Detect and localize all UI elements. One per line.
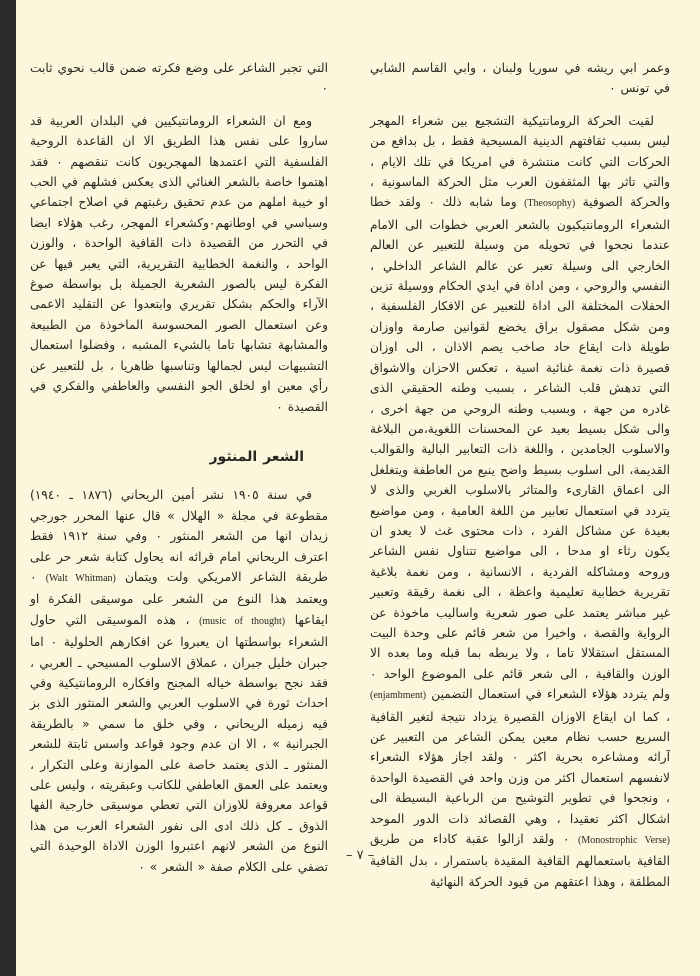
latin-term-monostrophic: (Monostrophic Verse) [578,835,670,847]
paragraph-continuation: التي تجبر الشاعر على وضع فكرته ضمن قالب نحوي ثابت ٠ [30,61,328,96]
paragraph-intro: وعمر ابي ريشه في سوريا ولبنان ، وابي القاسم الشابي في تونس ٠ [370,61,670,96]
paragraph-text: ٠ ولقد ازالوا عقبة كاداء من طريق القافية باستعمالهم القافية المقيدة باستمرار ، بدل القافية المطلقة ، وهذا اعتقهم من قيود الحركة النهائية [370,832,670,889]
document-page [16,0,700,976]
paragraph-text: وما شابه ذلك ٠ ولقد خطا الشعراء الرومانتيكيون بالشعر العربي خطوات الى الامام عندما نجحوا في تحويله من وسيلة للتعبير عن العالم الخارجي الى وسيلة تعبر عن عالم الشاعر الداخلي ، النفسي والروحي ، ومن اداة في ايدي الحكام ووسيلة تزين الحفلات المختلفة الى اداة للتعبير عن الافكار الفلسفية ، ومن شكل مصقول براق يخضع لقوانين صارمة واوزان طويلة ذات ايقاع حاد صاخب يصم الاذان ، الى اوزان قصيرة ذات نغمة غنائية اسية ، تعكس الاحزان والاشواق التي تدهش قلب الشاعر ، بسبب وطنه الحقيقي الذى غادره من جهة ، وبسبب وطنه الروحي من جهة اخرى ، والى شكل بسيط بعيد عن المحسنات اللغوية،من البلاغة والاسلوب الجامدين ، واللغة ذات التعابير البالية والقوالب القديمة، الى اسلوب بسيط واضح ينبع من العاطفة ويتغلغل الى اعماق القارىء والمتاثر بالاسلوب الغربي والذى لا يتردد في استعمال تعابير من اللغة العامية ، ومن مواضيع بعيدة عن مشاكل الفرد ، ذات محتوى غث لا يعدو ان يكون رثاء او مدحا ، الى مواضيع تتناول نفس الشاعر وروحه ومشاكله الفردية ، الانسانية ، ومن نغمة بلاغية تقريرية خطابية تعليمية واعظة ، الى نغمة رقيقة وتعبير غير مباشر يعتمد على صور شعرية واساليب ماخوذة عن الرواية والقصة ، واخيرا من شعر قائم على وحدة البيت المستقل استقلالا تاما ، ولا يربطه بما قبله وما بعده الا الوزن والقافية ، الى شعر قائم على الموضوع الواحد ٠ ولم يتردد هؤلاء الشعراء في استعمال التضمين [369,195,670,702]
paragraph-text: ٠ ويعتمد هذا النوع من الشعر على موسيقى الفكرة او ايقاعها [30,569,329,627]
latin-term-whitman: (Walt Whitman) [45,572,116,584]
paragraph-text: ، هذه الموسيقى التي حاول الشعراء بواسطتها ان يعبروا عن افكارهم الحلولية ٠ اما جبران خليل جبران ، عملاق الاسلوب المسيحي ـ العربي ، فقد نجح بواسطة خياله المجنح وافكاره الرومانتيكية وفي احداث ثورة في الاسلوب العربي والشعر المنثور الذى بز فيه زميله الريحاني ، وفي خلق ما سمي « بالطريقة الجبرانية » ، الا ان عدم وجود قواعد واسس ثابتة للشعر المنثور ـ الذى يعتمد خاصة على الموازنة وعلى التكرار ، ويعتمد على العمق العاطفي للكاتب وعبقريته ، وليس على قواعد معروفة للاوزان التي تعطي موسيقى خارجية الفها الذوق ـ كل ذلك ادى الى نفور الشعراء العرب من هذا النوع من الشعر لانهم اعتبروا الوزن الاداة الوحيدة التي تضفي على الكلام صفة « الشعر » ٠ [30,612,328,874]
latin-term-music-of-thought: (music of thought) [199,615,286,627]
paragraph-romantic-movement [370,111,670,892]
paragraph-text: ، كما ان ايقاع الاوزان القصيرة يزداد نتيجة لتغير القافية السريع حسب نظام معين يمكن الشاعر من التعبير عن آرائه ومشاعره بحرية اكثر ٠ ولقد اجاز هؤلاء الشعراء لانفسهم استعمال اكثر من وزن واحد في القصيدة الواحدة ، ونجحوا في تطوير التوشيح من الرباعية البسيطة الى اشكال اكثر تعقيدا ، وهي القصائد ذات الدور الموحد [370,709,671,826]
section-heading-prose-poetry: الشعر المنثور [209,448,304,465]
paragraph-arab-romantics: ومع ان الشعراء الرومانتيكيين في البلدان العربية قد ساروا على نفس هذا الطريق الا ان القاعدة الروحية الفلسفية التي اعتمدها المهجريون كانت تنقصهم ٠ فقد اهتموا خاصة بالشعر الغنائي الذى يعكس فشلهم في الحب او خيبة املهم من عدم تحقيق رغبتهم في اصلاح اجتماعي وسياسي في اوطانهم٠وكشعراء المهجر، رغب هؤلاء ايضا في التحرر من القصيدة ذات القافية الواحدة ، والوزن الواحد ، والنغمة الخطابية التقريرية، التي يعبر فيها عن الفكرة ليس بالصور الشعرية الجميلة بل بواسطة صوغ الآراء والحكم بشكل تقريري وابتعدوا عن التقليد الاعمى وعن استعمال الصور المحسوسة الماخوذة من الطبيعة والمشابهة تشابها تاما بالشيء المشبه ، وفضلوا استعمال التشبيهات ليس لجمالها وتناسبها ظاهريا ، بل للتعبير عن رأي معين او لخلق الجو النفسي والعاطفي والفكري في القصيدة ٠ [30,113,328,414]
paragraph-text: لقيت الحركة الرومانتيكية التشجيع بين شعراء المهجر ليس بسبب ثقافتهم الدينية المسيحية فقط ، بل بدافع من الحركات التي كانت منتشرة في امريكا في تلك الايام ، والتي تاثر بها المثقفون العرب مثل الحركة الماسونية ، والحركة الصوفية [370,113,670,210]
paragraph-text: في سنة ١٩٠٥ نشر أمين الريحاني (١٨٧٦ ـ ١٩٤٠) مقطوعة في مجلة « الهلال » قال عنها المحرر جورجي زيدان انها من الشعر المنثور ٠ وفي سنة ١٩١٢ فقط اعترف الريحاني امام قرائه انه يحاول كتابة شعر حر على طريقة الشاعر الامريكي ولت ويتمان [30,488,328,584]
latin-term-theosophy: (Theosophy) [524,198,576,210]
page-number: – ٧ – [346,848,375,863]
paragraph-prose-poetry [30,485,328,877]
page-binding-edge [0,0,16,976]
left-column [24,58,328,889]
right-column [370,58,670,904]
latin-term-enjambment: (enjambment) [370,690,427,702]
